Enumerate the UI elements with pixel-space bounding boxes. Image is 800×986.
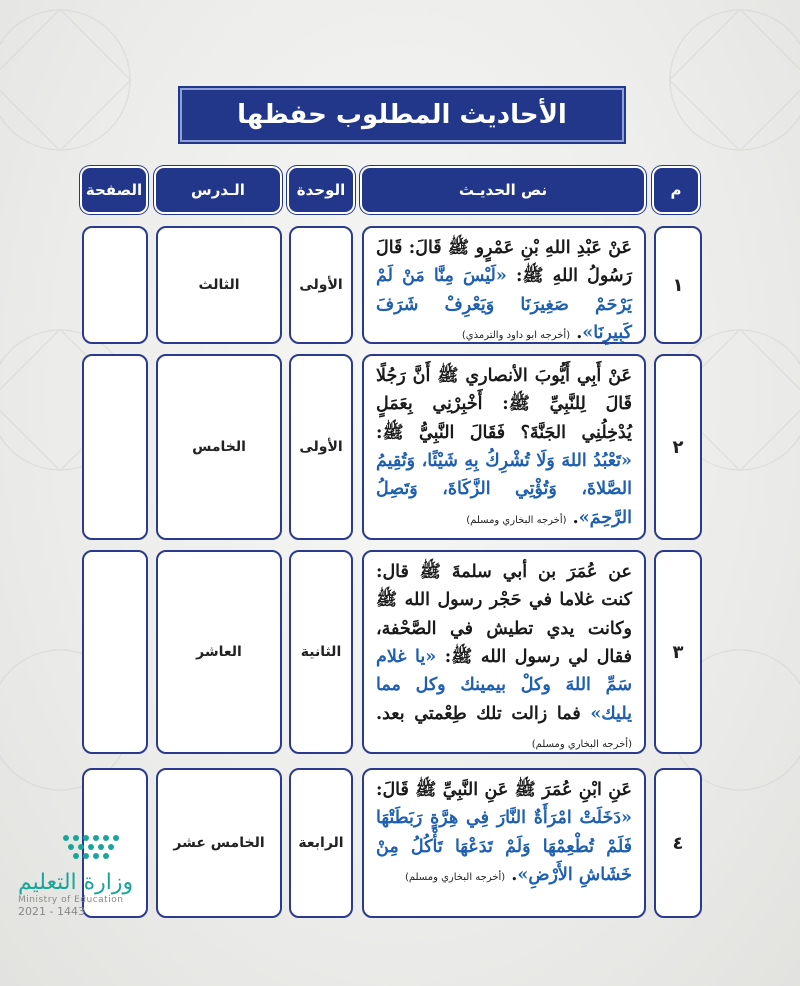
row2-reference: (أخرجه البخاري ومسلم) — [466, 514, 567, 526]
header-num: م — [654, 168, 698, 212]
row2-hadith-tail: . — [572, 507, 579, 528]
row4-num: ٤ — [654, 768, 702, 918]
header-unit: الوحدة — [289, 168, 353, 212]
row1-hadith-tail: . — [576, 323, 583, 344]
row1-reference: (أخرجه ابو داود والترمذي) — [461, 330, 571, 342]
header-hadith-text: نص الحديـث — [362, 168, 644, 212]
row3-hadith-intro: عن عُمَرَ بن أبي سلمةَ ﷺ قال: كنت غلاما في حَجْر رسول الله ﷺ وكانت يدي تطيش في الصَّحْفة، فقال لي رسول الله ﷺ: — [376, 562, 632, 668]
header-page: الصفحة — [82, 168, 146, 212]
row4-unit: الرابعة — [289, 768, 353, 918]
row3-hadith — [362, 550, 646, 754]
row4-lesson: الخامس عشر — [156, 768, 282, 918]
row2-hadith-intro: عَنْ أَبِي أَيُّوبَ الأنصاري ﷺ أَنَّ رَجُلًا قَالَ لِلنَّبِيِّ ﷺ: أَخْبِرْنِي بِعَمَلٍ يُدْخِلُنِي الجَنَّةَ؟ فَقَالَ النَّبِيُّ ﷺ: — [376, 366, 632, 443]
logo-dots-icon — [58, 832, 128, 862]
row1-page — [82, 226, 148, 344]
row1-hadith — [362, 226, 646, 344]
row4-hadith-intro: عَنِ ابْنِ عُمَرَ ﷺ عَنِ النَّبِيِّ ﷺ قَالَ: — [376, 780, 632, 800]
row4-hadith — [362, 768, 646, 918]
row3-reference: (أخرجه البخاري ومسلم) — [531, 739, 632, 751]
row2-hadith — [362, 354, 646, 540]
logo-arabic-name: وزارة التعليم — [18, 870, 134, 895]
row1-unit: الأولى — [289, 226, 353, 344]
row1-num: ١ — [654, 226, 702, 344]
row3-hadith-quote: «يا غلام سَمِّ اللهَ وكلْ بيمينك وكل مما يليك» — [376, 647, 632, 724]
row4-hadith-tail: . — [511, 865, 518, 886]
row3-unit: الثانية — [289, 550, 353, 754]
row3-page — [82, 550, 148, 754]
row2-page — [82, 354, 148, 540]
logo-year: 2021 - 1443 — [18, 905, 85, 918]
row4-reference: (أخرجه البخاري ومسلم) — [404, 872, 506, 884]
row1-hadith-quote: «لَيْسَ مِنَّا مَنْ لَمْ يَرْحَمْ صَغِيرَنَا وَيَعْرِفْ شَرَفَ كَبِيرِنَا» — [376, 266, 632, 344]
row1-hadith-intro: عَنْ عَبْدِ اللهِ بْنِ عَمْرٍو ﷺ قَالَ: قَالَ رَسُولُ اللهِ ﷺ: — [376, 238, 632, 287]
header-lesson: الـدرس — [156, 168, 280, 212]
row1-lesson: الثالث — [156, 226, 282, 344]
page-title: الأحاديث المطلوب حفظها — [180, 88, 624, 142]
row2-hadith-quote: «تَعْبُدُ اللهَ وَلَا تُشْرِكُ بِهِ شَيْئًا، وَتُقِيمُ الصَّلاةَ، وَتُؤْتِي الزَّكَاةَ، وَتَصِلُ الرَّحِمَ» — [376, 451, 632, 528]
row3-num: ٣ — [654, 550, 702, 754]
row3-hadith-tail: فما زالت تلك طِعْمتي بعد. — [376, 703, 591, 724]
row2-num: ٢ — [654, 354, 702, 540]
row2-lesson: الخامس — [156, 354, 282, 540]
row3-lesson: العاشر — [156, 550, 282, 754]
row4-hadith-quote: «دَخَلَتْ امْرَأَةٌ النَّارَ فِي هِرَّةٍ رَبَطَتْهَا فَلَمْ تُطْعِمْهَا وَلَمْ تَدَعْهَا تَأْكُلُ مِنْ خَشَاشِ الأَرْضِ» — [376, 808, 632, 886]
row2-unit: الأولى — [289, 354, 353, 540]
logo-english-name: Ministry of Education — [18, 895, 124, 905]
ministry-logo — [18, 832, 138, 918]
